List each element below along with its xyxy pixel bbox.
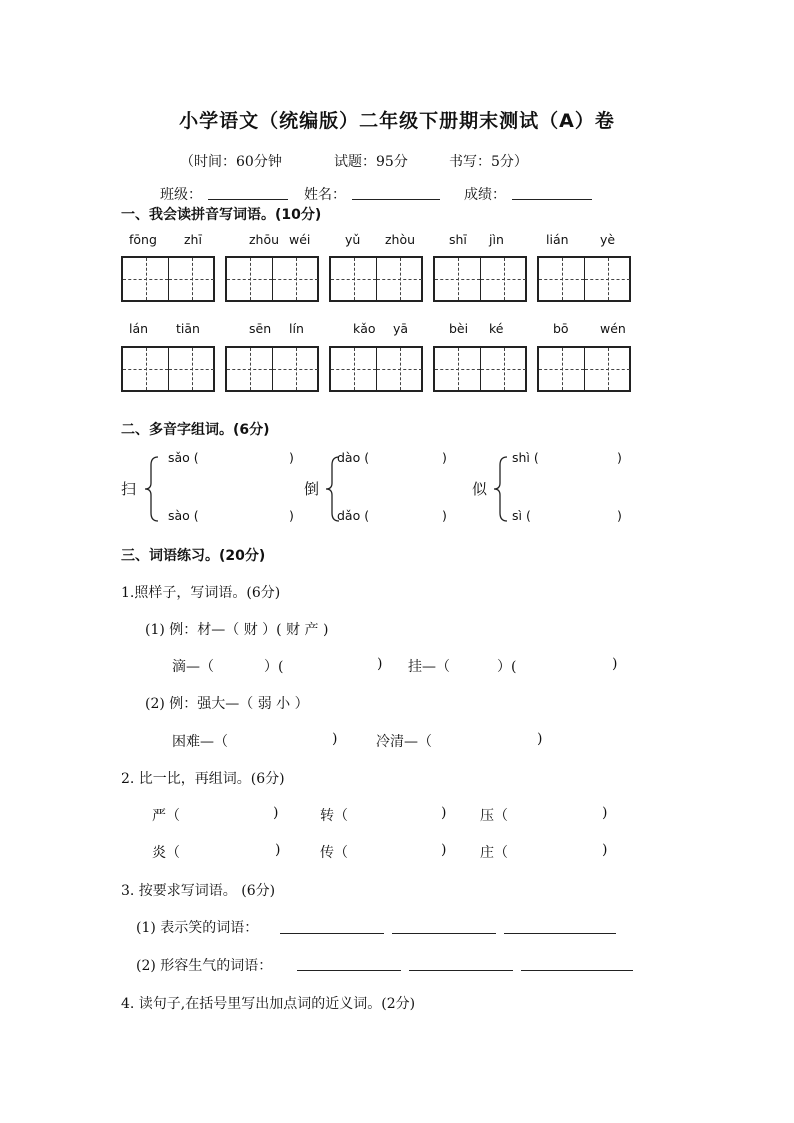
q2-item: 炎（ bbox=[152, 845, 180, 861]
q1-item: ）( bbox=[497, 659, 517, 675]
brace-icon bbox=[491, 455, 509, 523]
tianzige-box[interactable] bbox=[537, 256, 631, 302]
q2-item: ) bbox=[441, 842, 447, 858]
q1-example2: (2) 例：强大—（ 弱 小 ） bbox=[145, 696, 309, 712]
tianzige-box[interactable] bbox=[225, 346, 319, 392]
polyphone-reading: sì ( bbox=[512, 508, 531, 523]
pinyin: kǎo bbox=[353, 321, 376, 336]
answer-line[interactable] bbox=[521, 970, 633, 971]
q2-item: ) bbox=[273, 805, 279, 821]
class-label: 班级： bbox=[160, 187, 202, 203]
pinyin: zhōu bbox=[249, 232, 280, 247]
pinyin: wén bbox=[600, 321, 626, 336]
grade-label: 成绩： bbox=[464, 187, 506, 203]
tianzige-box[interactable] bbox=[433, 346, 527, 392]
section2-heading: 二、多音字组词。(6分) bbox=[121, 422, 270, 438]
q1-item: 困难—（ bbox=[172, 734, 228, 750]
q2-title: 2. 比一比，再组词。(6分) bbox=[121, 771, 285, 787]
pinyin: yè bbox=[600, 232, 616, 247]
section1-heading: 一、我会读拼音写词语。(10分) bbox=[121, 207, 322, 223]
answer-line[interactable] bbox=[504, 933, 616, 934]
q3-item2: (2) 形容生气的词语： bbox=[136, 958, 273, 974]
pinyin: bèi bbox=[449, 321, 469, 336]
tianzige-box[interactable] bbox=[225, 256, 319, 302]
pinyin: shī bbox=[449, 232, 467, 247]
grade-field[interactable] bbox=[512, 199, 592, 200]
q2-item: 庄（ bbox=[480, 845, 508, 861]
paren-close: ) bbox=[617, 508, 622, 523]
paren-close: ) bbox=[289, 450, 294, 465]
paren-close: ) bbox=[442, 508, 447, 523]
q1-example1: (1) 例：材—（ 财 ）( 财 产 ) bbox=[145, 622, 329, 638]
paren-close: ) bbox=[442, 450, 447, 465]
exam-time: （时间：60分钟 bbox=[180, 154, 282, 170]
exam-score-test: 试题：95分 bbox=[334, 154, 408, 170]
polyphone-char: 似 bbox=[472, 480, 488, 498]
q1-item: ）( bbox=[264, 659, 284, 675]
pinyin: lián bbox=[546, 232, 569, 247]
polyphone-reading: sào ( bbox=[168, 508, 199, 523]
polyphone-reading: dǎo ( bbox=[337, 508, 370, 523]
pinyin: yā bbox=[393, 321, 409, 336]
pinyin: lán bbox=[129, 321, 149, 336]
polyphone-reading: dào ( bbox=[337, 450, 370, 465]
pinyin: jìn bbox=[489, 232, 504, 247]
q1-item: 挂—（ bbox=[408, 659, 450, 675]
answer-line[interactable] bbox=[409, 970, 513, 971]
polyphone-char: 扫 bbox=[121, 480, 137, 498]
q2-item: ) bbox=[602, 842, 608, 858]
tianzige-box[interactable] bbox=[537, 346, 631, 392]
q2-item: 压（ bbox=[480, 808, 508, 824]
q1-item: ) bbox=[537, 731, 543, 747]
q3-item1: (1) 表示笑的词语： bbox=[136, 920, 259, 936]
q2-item: 严（ bbox=[152, 808, 180, 824]
tianzige-box[interactable] bbox=[433, 256, 527, 302]
pinyin: tiān bbox=[176, 321, 200, 336]
pinyin: zhòu bbox=[385, 232, 416, 247]
polyphone-reading: sǎo ( bbox=[168, 450, 199, 465]
pinyin: sēn bbox=[249, 321, 272, 336]
polyphone-char: 倒 bbox=[304, 480, 320, 498]
polyphone-reading: shì ( bbox=[512, 450, 539, 465]
pinyin: fōng bbox=[129, 232, 157, 247]
q4-title: 4. 读句子,在括号里写出加点词的近义词。(2分) bbox=[121, 996, 416, 1012]
q2-item: ) bbox=[275, 842, 281, 858]
q1-item: 冷清—（ bbox=[376, 734, 432, 750]
section3-heading: 三、词语练习。(20分) bbox=[121, 548, 266, 564]
class-field[interactable] bbox=[208, 199, 288, 200]
pinyin: zhī bbox=[184, 232, 202, 247]
q1-item: ) bbox=[612, 656, 618, 672]
q3-title: 3. 按要求写词语。 (6分) bbox=[121, 883, 276, 899]
q2-item: 转（ bbox=[320, 808, 348, 824]
name-label: 姓名： bbox=[304, 187, 346, 203]
answer-line[interactable] bbox=[392, 933, 496, 934]
pinyin: bō bbox=[553, 321, 569, 336]
pinyin: ké bbox=[489, 321, 504, 336]
pinyin: lín bbox=[289, 321, 304, 336]
q2-item: 传（ bbox=[320, 845, 348, 861]
paren-close: ) bbox=[617, 450, 622, 465]
tianzige-box[interactable] bbox=[329, 256, 423, 302]
paren-close: ) bbox=[289, 508, 294, 523]
pinyin: wéi bbox=[289, 232, 311, 247]
brace-icon bbox=[142, 455, 160, 523]
pinyin: yǔ bbox=[345, 232, 361, 247]
q1-item: 滴—（ bbox=[172, 659, 214, 675]
q2-item: ) bbox=[441, 805, 447, 821]
tianzige-box[interactable] bbox=[121, 256, 215, 302]
q1-item: ) bbox=[377, 656, 383, 672]
answer-line[interactable] bbox=[297, 970, 401, 971]
tianzige-box[interactable] bbox=[329, 346, 423, 392]
name-field[interactable] bbox=[352, 199, 440, 200]
q2-item: ) bbox=[602, 805, 608, 821]
q1-title: 1.照样子，写词语。(6分) bbox=[121, 585, 281, 601]
answer-line[interactable] bbox=[280, 933, 384, 934]
q1-item: ) bbox=[332, 731, 338, 747]
page-title: 小学语文（统编版）二年级下册期末测试（A）卷 bbox=[179, 110, 615, 132]
tianzige-box[interactable] bbox=[121, 346, 215, 392]
exam-score-write: 书写：5分） bbox=[449, 154, 528, 170]
